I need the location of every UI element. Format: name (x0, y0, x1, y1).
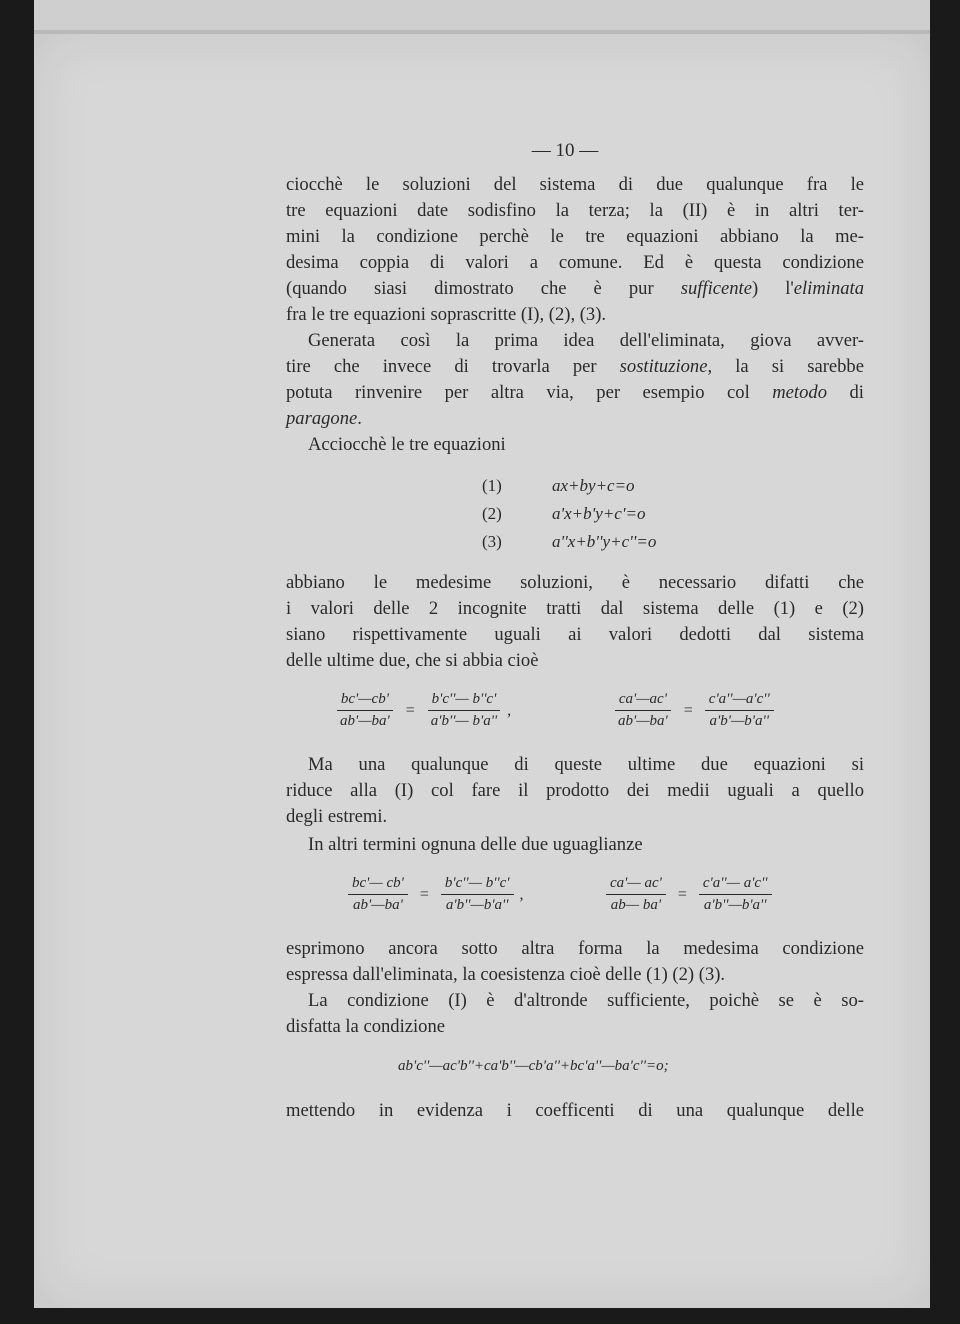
paragraph-5 (286, 752, 864, 830)
numerator: b'c''— b''c' (428, 690, 501, 711)
text-line: riduce alla (I) col fare il prodotto dei medii uguali a quello (286, 780, 864, 801)
text-line (286, 380, 864, 406)
fraction (606, 874, 666, 915)
fraction-equality-1 (336, 690, 511, 731)
page-number: — 10 — (531, 140, 599, 161)
numerator: ca'— ac' (606, 874, 666, 895)
fraction (705, 690, 774, 731)
text-line: siano rispettivamente uguali ai valori dedotti dal sistema (286, 624, 864, 645)
numerator: bc'— cb' (348, 874, 408, 895)
equation-number: (2) (482, 504, 502, 523)
paragraph-2 (286, 328, 864, 432)
fraction (348, 874, 408, 915)
equation-number: (3) (482, 532, 502, 551)
text-line: mettendo in evidenza i coefficenti di una qualunque delle (286, 1100, 864, 1121)
italic-term: eliminata (793, 278, 865, 299)
eliminant-formula: ab'c''—ac'b''+ca'b''—cb'a''+bc'a''—ba'c''=o; (398, 1058, 669, 1074)
paragraph-9 (286, 1098, 864, 1124)
numerator: ca'—ac' (615, 690, 671, 711)
denominator: a'b''—b'a'' (703, 897, 767, 913)
text-span: tire che invece di trovarla per (286, 356, 620, 377)
text-span: . (357, 408, 362, 429)
numerator: b'c''— b''c' (441, 874, 514, 895)
paragraph-8 (286, 988, 864, 1040)
fraction (336, 690, 394, 731)
equals-sign: = (683, 701, 693, 719)
text-span: , la si sarebbe (707, 356, 864, 377)
text-span: ) l' (751, 278, 794, 299)
text-line: mini la condizione perchè le tre equazioni abbiano la me- (286, 226, 864, 247)
text-span: di (827, 382, 864, 403)
text-line: esprimono ancora sotto altra forma la medesima condizione (286, 938, 864, 959)
equation-body: a''x+b''y+c''=o (552, 532, 657, 551)
italic-term: paragone (286, 408, 358, 429)
equation-2 (482, 504, 645, 524)
text-span: (quando siasi dimostrato che è pur (286, 278, 681, 299)
scan-top-band (34, 0, 930, 32)
denominator: ab— ba' (610, 897, 662, 913)
equation-body: ax+by+c=o (552, 476, 635, 495)
text-line: degli estremi. (286, 806, 388, 827)
equation-1 (482, 476, 635, 496)
paragraph-1 (286, 172, 864, 328)
fraction (441, 874, 514, 915)
text-span: potuta rinvenire per altra via, per esempio col (286, 382, 773, 403)
fraction (614, 690, 672, 731)
equals-sign: = (677, 885, 687, 903)
numerator: c'a''—a'c'' (705, 690, 774, 711)
denominator: a'b''— b'a'' (430, 713, 498, 729)
fraction (699, 874, 772, 915)
fraction-equality-4 (606, 874, 772, 915)
text-line: Acciocchè le tre equazioni (308, 434, 506, 455)
italic-term: sostituzione (619, 356, 708, 377)
text-line (286, 406, 864, 432)
numerator: c'a''— a'c'' (699, 874, 772, 895)
denominator: ab'—ba' (340, 713, 390, 729)
text-line: espressa dall'eliminata, la coesistenza cioè delle (1) (2) (3). (286, 964, 726, 985)
denominator: ab'—ba' (618, 713, 668, 729)
text-line: La condizione (I) è d'altronde sufficiente, poichè se è so- (308, 990, 864, 1011)
text-line: delle ultime due, che si abbia cioè (286, 650, 539, 671)
paragraph-7 (286, 936, 864, 988)
text-line: tre equazioni date sodisfino la terza; la (II) è in altri ter- (286, 200, 864, 221)
denominator: a'b''—b'a'' (445, 897, 509, 913)
paragraph-4 (286, 570, 864, 674)
comma: , (519, 885, 524, 903)
paragraph-3 (286, 432, 864, 458)
text-line: ciocchè le soluzioni del sistema di due qualunque fra le (286, 174, 864, 195)
text-line: disfatta la condizione (286, 1016, 446, 1037)
fraction-equality-3 (348, 874, 524, 915)
scan-edge (34, 30, 930, 34)
equation-body: a'x+b'y+c'=o (552, 504, 646, 523)
equation-number: (1) (482, 476, 502, 495)
text-line: i valori delle 2 incognite tratti dal sistema delle (1) e (2) (286, 598, 864, 619)
text-line (286, 276, 864, 302)
numerator: bc'—cb' (337, 690, 393, 711)
text-line: abbiano le medesime soluzioni, è necessario difatti che (286, 572, 864, 593)
italic-term: sufficente (680, 278, 752, 299)
text-line: In altri termini ognuna delle due uguaglianze (308, 834, 643, 855)
comma: , (507, 701, 512, 719)
italic-term: metodo (772, 382, 827, 403)
fraction (427, 690, 501, 731)
equation-3 (482, 532, 656, 552)
equals-sign: = (419, 885, 429, 903)
text-line: Generata così la prima idea dell'eliminata, giova avver- (308, 330, 864, 351)
denominator: ab'—ba' (353, 897, 403, 913)
fraction-equality-2 (614, 690, 774, 731)
text-line: Ma una qualunque di queste ultime due equazioni si (308, 754, 864, 775)
text-line (286, 354, 864, 380)
text-line: desima coppia di valori a comune. Ed è questa condizione (286, 252, 864, 273)
denominator: a'b'—b'a'' (709, 713, 769, 729)
text-line: fra le tre equazioni soprascritte (I), (2), (3). (286, 304, 607, 325)
equals-sign: = (405, 701, 415, 719)
paragraph-6 (286, 832, 864, 858)
